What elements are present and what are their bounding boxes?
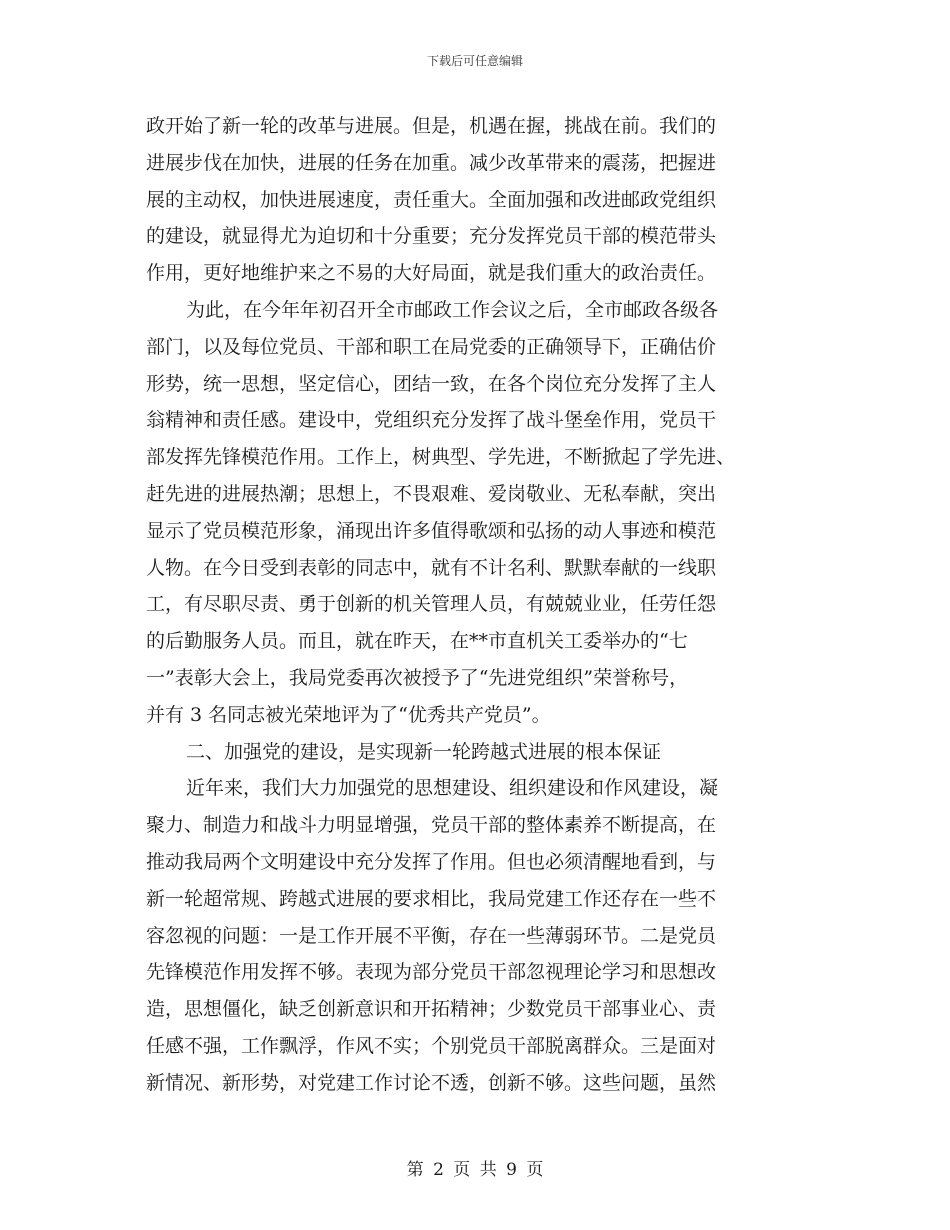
text-line: 人物。在今日受到表彰的同志中，就有不计名利、默默奉献的一线职: [146, 556, 717, 579]
text-line: 先锋模范作用发挥不够。表现为部分党员干部忽视理论学习和思想改: [146, 961, 717, 984]
text-line: 容忽视的问题：一是工作开展不平衡，存在一些薄弱环节。二是党员: [146, 924, 717, 947]
document-body: [146, 108, 806, 1102]
text-line: 推动我局两个文明建设中充分发挥了作用。但也必须清醒地看到，与: [146, 850, 717, 873]
text-line: 并有 3 名同志被光荣地评为了“优秀共产党员”。: [146, 703, 551, 726]
text-line: 的建设，就显得尤为迫切和十分重要；充分发挥党员干部的模范带头: [146, 225, 717, 248]
page-header: 下载后可任意编辑: [426, 54, 523, 68]
text-line: 赶先进的进展热潮；思想上，不畏艰难、爱岗敬业、无私奉献，突出: [146, 482, 717, 505]
text-line: 一”表彰大会上，我局党委再次被授予了“先进党组织”荣誉称号，: [146, 666, 689, 689]
text-line: 部门，以及每位党员、干部和职工在局党委的正确领导下，正确估价: [146, 335, 717, 358]
text-line: 为此，在今年年初召开全市邮政工作会议之后，全市邮政各级各: [186, 298, 719, 321]
text-line: 部发挥先锋模范作用。工作上，树典型、学先进，不断掀起了学先进、: [146, 446, 736, 469]
text-line: 新情况、新形势，对党建工作讨论不透，创新不够。这些问题，虽然: [146, 1071, 717, 1094]
text-line: 展的主动权，加快进展速度，责任重大。全面加强和改进邮政党组织: [146, 188, 717, 211]
text-line: 作用，更好地维护来之不易的大好局面，就是我们重大的政治责任。: [146, 262, 717, 285]
text-line: 形势，统一思想，坚定信心，团结一致，在各个岗位充分发挥了主人: [146, 372, 717, 395]
text-line: 任感不强，工作飘浮，作风不实；个别党员干部脱离群众。三是面对: [146, 1034, 717, 1057]
text-line: 进展步伐在加快，进展的任务在加重。减少改革带来的震荡，把握进: [146, 151, 717, 174]
text-line: 政开始了新一轮的改革与进展。但是，机遇在握，挑战在前。我们的: [146, 115, 717, 137]
text-line: 的后勤服务人员。而且，就在昨天，在**市直机关工委举办的“七: [146, 630, 688, 653]
page-number: 第 2 页 共 9 页: [406, 1160, 544, 1180]
text-line: 近年来，我们大力加强党的思想建设、组织建设和作风建设，凝: [186, 777, 719, 800]
text-line: 工，有尽职尽责、勇于创新的机关管理人员，有兢兢业业，任劳任怨: [146, 593, 717, 616]
text-line: 造，思想僵化，缺乏创新意识和开拓精神；少数党员干部事业心、责: [146, 998, 717, 1021]
text-line: 新一轮超常规、跨越式进展的要求相比，我局党建工作还存在一些不: [146, 887, 717, 910]
section-heading: 二、加强党的建设，是实现新一轮跨越式进展的根本保证: [186, 740, 662, 763]
text-line: 翁精神和责任感。建设中，党组织充分发挥了战斗堡垒作用，党员干: [146, 409, 717, 432]
text-line: 聚力、制造力和战斗力明显增强，党员干部的整体素养不断提高，在: [146, 814, 717, 837]
text-line: 显示了党员模范形象，涌现出许多值得歌颂和弘扬的动人事迹和模范: [146, 519, 717, 542]
